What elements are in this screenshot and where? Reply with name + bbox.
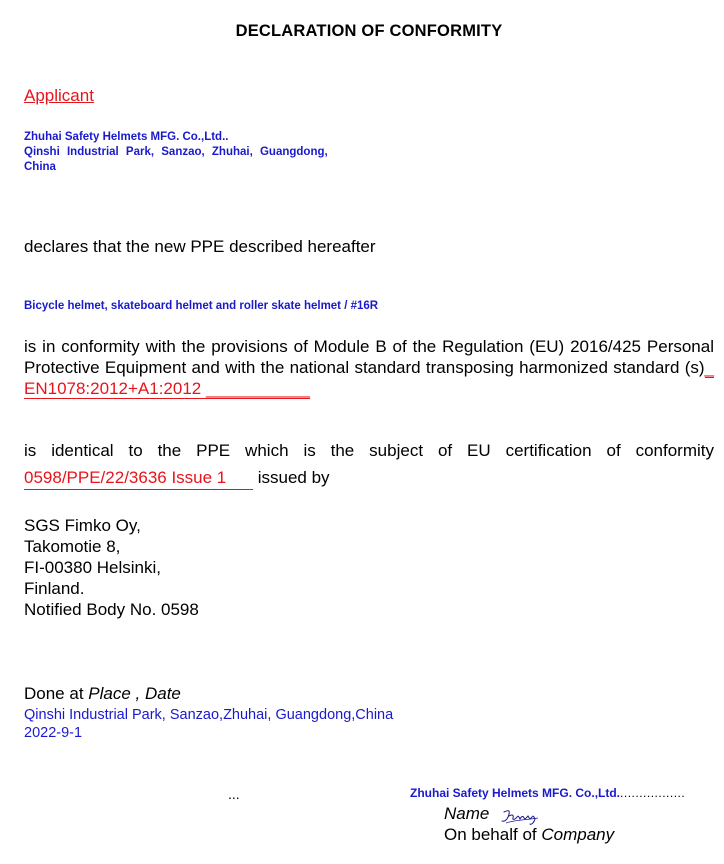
signing-company-dots: ................. (620, 786, 686, 800)
place-text: Qinshi Industrial Park, Sanzao,Zhuhai, Guangdong,China (24, 707, 394, 723)
done-at-line (24, 684, 181, 704)
conformity-paragraph (24, 336, 714, 399)
certificate-number: 0598/PPE/22/3636 Issue 1 (24, 468, 253, 490)
done-at-prefix: Done at (24, 684, 84, 703)
identical-text: is identical to the PPE which is the subject of EU certification of conformity (24, 441, 714, 460)
place-and-date (24, 706, 393, 742)
place-date-label: Place , Date (88, 684, 181, 703)
signing-company (410, 786, 685, 800)
notified-body-name: SGS Fimko Oy, (24, 516, 141, 535)
notified-body-city: FI-00380 Helsinki, (24, 558, 162, 577)
harmonized-standard: EN1078:2012+A1:2012 (24, 379, 206, 398)
applicant-heading: Applicant (24, 86, 94, 105)
product-description: Bicycle helmet, skateboard helmet and roller skate helmet / #16R (24, 300, 379, 312)
behalf-prefix: On behalf of (444, 825, 537, 844)
standard-suffix: ___________ (205, 379, 310, 398)
notified-body-number: Notified Body No. 0598 (24, 600, 199, 619)
declares-text: declares that the new PPE described hereafter (24, 237, 376, 256)
notified-body-address (24, 515, 199, 620)
issued-by-text: issued by (257, 468, 330, 487)
standard-prefix: _ (704, 358, 714, 377)
on-behalf-line (444, 825, 614, 845)
conformity-text: is in conformity with the provisions of Module B of the Regulation (EU) 2016/425 Personal Protective Equipment and with the national standard transposing harmonized standard (s) (24, 337, 714, 377)
date-text: 2022-9-1 (24, 725, 83, 741)
signing-company-name: Zhuhai Safety Helmets MFG. Co.,Ltd. (410, 786, 621, 800)
applicant-address-line2: China (24, 161, 56, 173)
applicant-address-line1: Qinshi Industrial Park, Sanzao, Zhuhai, Guangdong, (24, 146, 328, 158)
name-label: Name (444, 804, 490, 823)
applicant-company: Zhuhai Safety Helmets MFG. Co.,Ltd.. (24, 131, 229, 143)
handwritten-signature (500, 808, 542, 826)
certificate-line (24, 468, 330, 490)
left-dots: ... (228, 786, 240, 802)
notified-body-street: Takomotie 8, (24, 537, 121, 556)
applicant-info (24, 130, 328, 175)
behalf-company: Company (541, 825, 615, 844)
document-title: DECLARATION OF CONFORMITY (235, 22, 503, 40)
notified-body-country: Finland. (24, 579, 85, 598)
